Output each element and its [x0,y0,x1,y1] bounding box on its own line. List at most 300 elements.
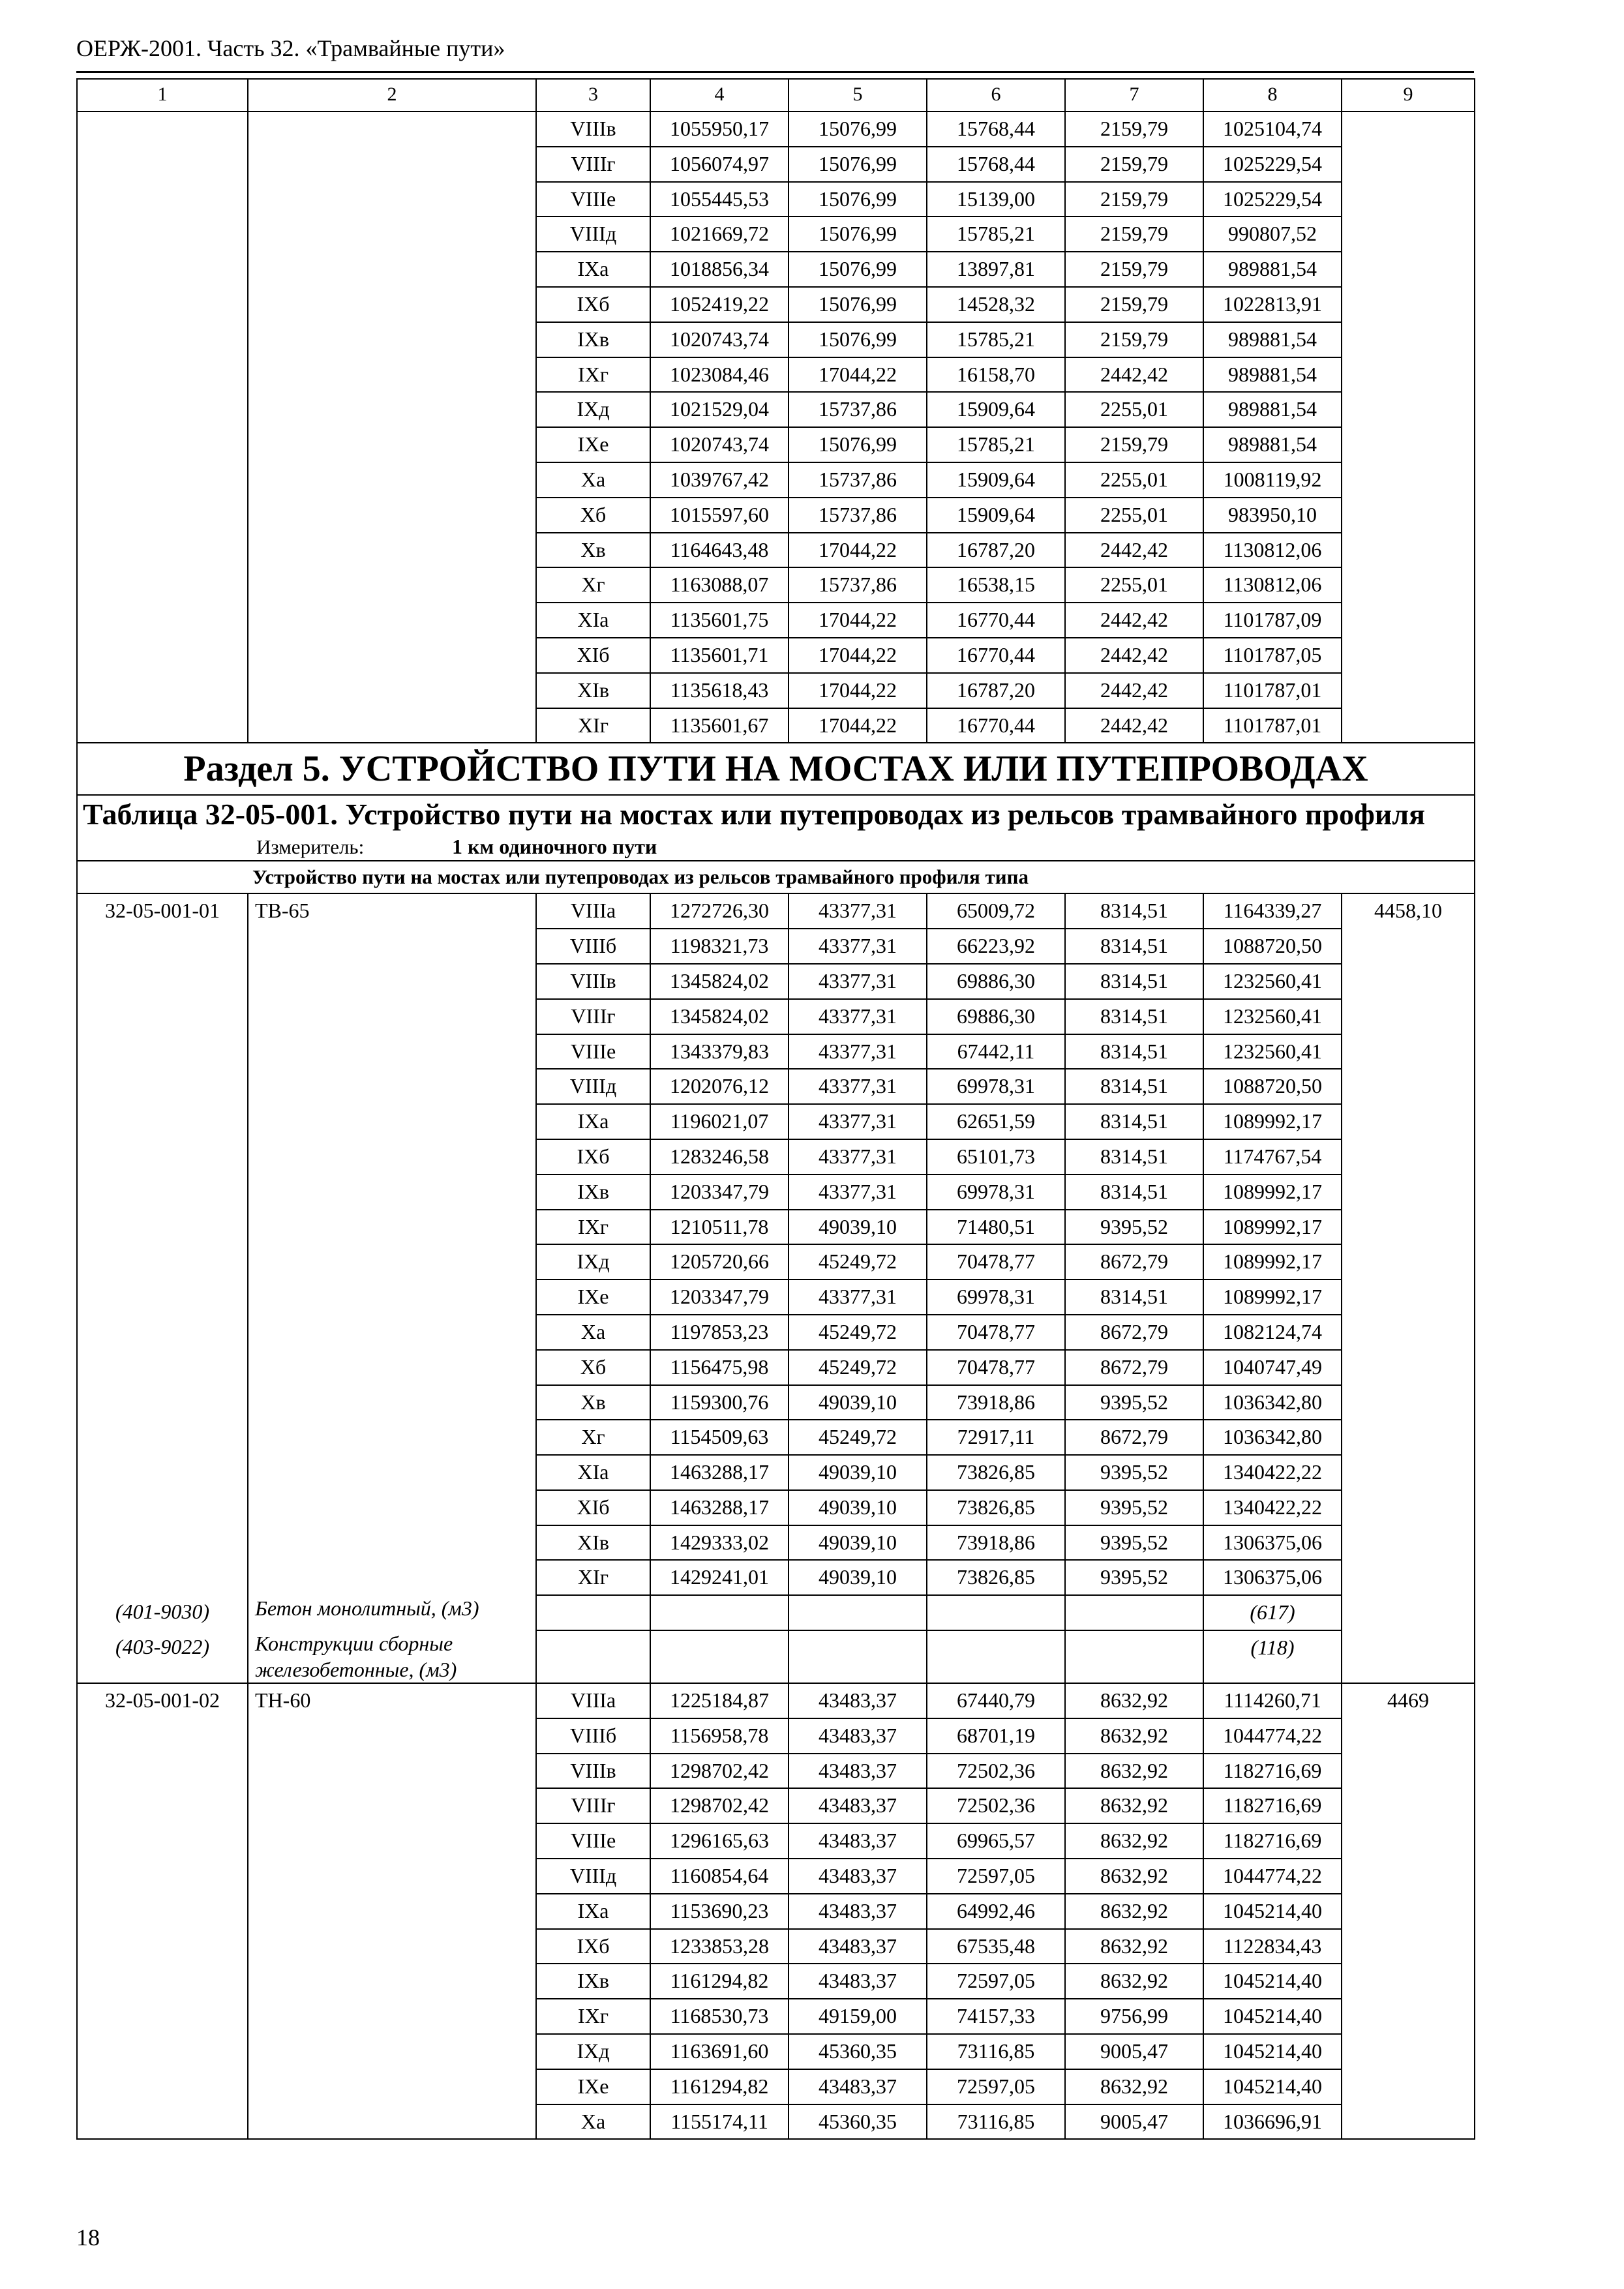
zone-cell: VIIIд [536,1069,650,1104]
value-cell: 49039,10 [789,1490,927,1525]
value-cell: 15076,99 [789,112,927,147]
empty-cell [1342,1718,1475,1754]
table-row [77,2104,1475,2140]
empty-cell [248,929,536,964]
empty-cell [77,1560,248,1595]
value-cell: 1163088,07 [650,567,789,603]
value-cell: 43377,31 [789,1069,927,1104]
empty-cell [77,1104,248,1139]
value-cell: 8632,92 [1065,1929,1203,1964]
material-name: Конструкции сборные железобетонные, (м3) [248,1630,536,1683]
value-cell: 65101,73 [927,1139,1065,1174]
value-cell: 1232560,41 [1203,1034,1342,1070]
value-cell: 1130812,06 [1203,567,1342,603]
zone-cell: VIIIе [536,1034,650,1070]
value-cell: 1210511,78 [650,1210,789,1245]
value-cell: 989881,54 [1203,427,1342,462]
zone-cell: VIIIе [536,182,650,217]
value-cell: 1164339,27 [1203,893,1342,929]
value-cell: 8314,51 [1065,1139,1203,1174]
empty-cell [77,1964,248,1999]
empty-cell [1342,1350,1475,1385]
value-cell: 1205720,66 [650,1244,789,1279]
value-cell: 1296165,63 [650,1823,789,1859]
value-cell: 2442,42 [1065,708,1203,743]
empty-cell [77,708,248,743]
value-cell: 8314,51 [1065,929,1203,964]
value-cell: 43483,37 [789,1929,927,1964]
value-cell: 70478,77 [927,1350,1065,1385]
value-cell: 1039767,42 [650,462,789,498]
value-cell: 43483,37 [789,1683,927,1718]
empty-cell [77,392,248,427]
empty-cell [77,999,248,1034]
zone-cell: VIIIб [536,929,650,964]
value-cell: 16538,15 [927,567,1065,603]
empty-cell [77,533,248,568]
value-cell: 1168530,73 [650,1999,789,2034]
zone-cell: VIIIб [536,1718,650,1754]
table-row [77,999,1475,1034]
empty-cell [77,2034,248,2069]
value-cell: 1020743,74 [650,322,789,357]
value-cell: 1203347,79 [650,1174,789,1210]
table-row [77,533,1475,568]
column-number: 8 [1203,79,1342,112]
empty-cell [248,498,536,533]
empty-cell [248,603,536,638]
empty-cell [248,2104,536,2140]
zone-cell: IXа [536,252,650,287]
empty-cell [77,498,248,533]
empty-cell [1342,2104,1475,2140]
empty-cell [248,147,536,182]
value-cell: 43377,31 [789,999,927,1034]
empty-cell [1065,1595,1203,1630]
value-cell: 43483,37 [789,1788,927,1823]
value-cell: 69978,31 [927,1174,1065,1210]
empty-cell [77,217,248,252]
value-cell: 15139,00 [927,182,1065,217]
page-number: 18 [76,2224,100,2251]
empty-cell [1342,1315,1475,1350]
value-cell: 73116,85 [927,2034,1065,2069]
value-cell: 1022813,91 [1203,287,1342,322]
table-row [77,638,1475,673]
value-cell: 73826,85 [927,1560,1065,1595]
value-cell: 2159,79 [1065,427,1203,462]
zone-cell: XIб [536,638,650,673]
empty-cell [1342,1788,1475,1823]
zone-cell: VIIIг [536,1788,650,1823]
empty-cell [248,287,536,322]
value-cell: 9756,99 [1065,1999,1203,2034]
table-row [77,1279,1475,1315]
empty-cell [789,1630,927,1683]
table-row [77,708,1475,743]
value-cell: 69886,30 [927,964,1065,999]
value-cell: 1154509,63 [650,1420,789,1455]
table-row [77,182,1475,217]
empty-cell [77,1859,248,1894]
value-cell: 1052419,22 [650,287,789,322]
empty-cell [77,1788,248,1823]
empty-cell [77,1210,248,1245]
value-cell: 989881,54 [1203,252,1342,287]
empty-cell [1342,1210,1475,1245]
value-cell: 1155174,11 [650,2104,789,2140]
header-rule [76,71,1474,73]
zone-cell: VIIIа [536,1683,650,1718]
empty-cell [650,1630,789,1683]
value-cell: 70478,77 [927,1315,1065,1350]
column-number: 1 [77,79,248,112]
empty-cell [1342,1279,1475,1315]
value-cell: 1232560,41 [1203,964,1342,999]
value-cell: 1306375,06 [1203,1525,1342,1561]
material-row [77,1630,1475,1683]
value-cell: 15737,86 [789,462,927,498]
empty-cell [248,1788,536,1823]
value-cell: 1156958,78 [650,1718,789,1754]
value-cell: 1345824,02 [650,999,789,1034]
empty-cell [77,1894,248,1929]
empty-cell [248,1210,536,1245]
value-cell: 72597,05 [927,1859,1065,1894]
value-cell: 9395,52 [1065,1385,1203,1420]
value-cell: 43377,31 [789,1174,927,1210]
table-row [77,1315,1475,1350]
value-cell: 17044,22 [789,708,927,743]
empty-cell [248,1455,536,1490]
value-cell: 17044,22 [789,638,927,673]
empty-cell [248,112,536,147]
value-cell: 1272726,30 [650,893,789,929]
zone-cell: XIв [536,1525,650,1561]
empty-cell [1342,322,1475,357]
empty-cell [77,1315,248,1350]
empty-cell [248,1929,536,1964]
empty-cell [248,2034,536,2069]
column-number-row [77,79,1475,112]
empty-cell [248,1490,536,1525]
meter-value: 1 км одиночного пути [452,835,657,859]
zone-cell: IXб [536,287,650,322]
empty-cell [1342,1139,1475,1174]
value-cell: 8672,79 [1065,1244,1203,1279]
value-cell: 72917,11 [927,1420,1065,1455]
value-cell: 1156475,98 [650,1350,789,1385]
zone-cell: IXв [536,322,650,357]
empty-cell [248,2069,536,2104]
empty-cell [248,1315,536,1350]
rates-table [76,78,1475,2140]
value-cell: 45249,72 [789,1244,927,1279]
table-row [77,1385,1475,1420]
material-code: (401-9030) [77,1595,248,1630]
empty-cell [77,1350,248,1385]
empty-cell [248,357,536,393]
empty-cell [77,1069,248,1104]
zone-cell: IXа [536,1894,650,1929]
empty-cell [927,1630,1065,1683]
value-cell: 2442,42 [1065,533,1203,568]
value-cell: 8632,92 [1065,1964,1203,1999]
value-cell: 1340422,22 [1203,1490,1342,1525]
empty-cell [248,1385,536,1420]
value-cell: 1015597,60 [650,498,789,533]
value-cell: 1182716,69 [1203,1788,1342,1823]
value-cell: 8314,51 [1065,1034,1203,1070]
value-cell: 1343379,83 [650,1034,789,1070]
empty-cell [1342,217,1475,252]
empty-cell [248,1139,536,1174]
empty-cell [1342,708,1475,743]
value-cell: 9395,52 [1065,1490,1203,1525]
value-cell: 1036342,80 [1203,1420,1342,1455]
empty-cell [77,1525,248,1561]
value-cell: 65009,72 [927,893,1065,929]
value-cell: 1088720,50 [1203,1069,1342,1104]
empty-cell [248,964,536,999]
value-cell: 2159,79 [1065,217,1203,252]
empty-cell [77,1455,248,1490]
empty-cell [248,182,536,217]
value-cell: 1153690,23 [650,1894,789,1929]
zone-cell: XIб [536,1490,650,1525]
empty-cell [77,603,248,638]
value-cell: 9395,52 [1065,1560,1203,1595]
table-subtitle: Устройство пути на мостах или путепроводах из рельсов трамвайного профиля типа [77,861,1475,893]
empty-cell [1065,1630,1203,1683]
table-row [77,673,1475,708]
value-cell: 43483,37 [789,1964,927,1999]
empty-cell [1342,533,1475,568]
empty-cell [77,112,248,147]
value-cell: 1306375,06 [1203,1560,1342,1595]
empty-cell [1342,929,1475,964]
value-cell: 17044,22 [789,357,927,393]
section-title: Раздел 5. УСТРОЙСТВО ПУТИ НА МОСТАХ ИЛИ ПУТЕПРОВОДАХ [77,743,1475,795]
value-cell: 8314,51 [1065,1104,1203,1139]
value-cell: 72502,36 [927,1788,1065,1823]
value-cell: 49039,10 [789,1525,927,1561]
value-cell: 45360,35 [789,2104,927,2140]
value-cell: 2442,42 [1065,603,1203,638]
empty-cell [77,2069,248,2104]
value-cell: 1088720,50 [1203,929,1342,964]
value-cell: 15076,99 [789,427,927,462]
table-row [77,1210,1475,1245]
empty-cell [1342,357,1475,393]
empty-cell [77,567,248,603]
value-cell: 16770,44 [927,603,1065,638]
table-row [77,1244,1475,1279]
value-cell: 1429333,02 [650,1525,789,1561]
empty-cell [248,673,536,708]
table-row [77,964,1475,999]
value-cell: 45360,35 [789,2034,927,2069]
value-cell: 73826,85 [927,1490,1065,1525]
empty-cell [248,533,536,568]
zone-cell: XIа [536,1455,650,1490]
table-row [77,1490,1475,1525]
item-col9: 4458,10 [1342,893,1475,929]
value-cell: 45249,72 [789,1420,927,1455]
value-cell: 62651,59 [927,1104,1065,1139]
zone-cell: XIв [536,673,650,708]
value-cell: 69965,57 [927,1823,1065,1859]
zone-cell: IXа [536,1104,650,1139]
empty-cell [1342,2069,1475,2104]
value-cell: 16787,20 [927,533,1065,568]
value-cell: 9395,52 [1065,1455,1203,1490]
page-header: ОЕРЖ-2001. Часть 32. «Трамвайные пути» [76,35,505,61]
empty-cell [536,1595,650,1630]
subtitle-row [77,861,1475,893]
zone-cell: VIIIв [536,112,650,147]
value-cell: 1036696,91 [1203,2104,1342,2140]
empty-cell [1342,673,1475,708]
empty-cell [1342,1034,1475,1070]
empty-cell [248,1894,536,1929]
value-cell: 8672,79 [1065,1315,1203,1350]
value-cell: 1036342,80 [1203,1385,1342,1420]
zone-cell: IXг [536,1999,650,2034]
table-row [77,2069,1475,2104]
zone-cell: VIIIг [536,147,650,182]
value-cell: 1101787,09 [1203,603,1342,638]
value-cell: 43377,31 [789,1034,927,1070]
empty-cell [77,1999,248,2034]
value-cell: 15737,86 [789,567,927,603]
table-row [77,427,1475,462]
value-cell: 989881,54 [1203,357,1342,393]
section-row [77,743,1475,795]
table-row [77,603,1475,638]
value-cell: 43377,31 [789,893,927,929]
table-row [77,1350,1475,1385]
column-number: 9 [1342,79,1475,112]
empty-cell [77,182,248,217]
empty-cell [248,1244,536,1279]
value-cell: 1089992,17 [1203,1279,1342,1315]
zone-cell: IXг [536,357,650,393]
value-cell: 17044,22 [789,603,927,638]
empty-cell [77,1490,248,1525]
empty-cell [248,217,536,252]
material-code: (403-9022) [77,1630,248,1683]
zone-cell: Xг [536,1420,650,1455]
value-cell: 67440,79 [927,1683,1065,1718]
table-row [77,1754,1475,1789]
value-cell: 43483,37 [789,1894,927,1929]
table-row [77,1859,1475,1894]
value-cell: 8632,92 [1065,1859,1203,1894]
value-cell: 1020743,74 [650,427,789,462]
empty-cell [77,1139,248,1174]
value-cell: 1340422,22 [1203,1455,1342,1490]
value-cell: 49039,10 [789,1560,927,1595]
value-cell: 2442,42 [1065,673,1203,708]
table-row [77,929,1475,964]
zone-cell: IXб [536,1139,650,1174]
zone-cell: VIIIв [536,964,650,999]
empty-cell [1342,287,1475,322]
table-row [77,1929,1475,1964]
table-row [77,392,1475,427]
value-cell: 1056074,97 [650,147,789,182]
value-cell: 989881,54 [1203,322,1342,357]
value-cell: 1023084,46 [650,357,789,393]
empty-cell [248,322,536,357]
value-cell: 68701,19 [927,1718,1065,1754]
value-cell: 1203347,79 [650,1279,789,1315]
value-cell: 17044,22 [789,673,927,708]
table-row [77,1139,1475,1174]
empty-cell [77,1823,248,1859]
value-cell: 1114260,71 [1203,1683,1342,1718]
value-cell: 1021529,04 [650,392,789,427]
zone-cell: Xб [536,498,650,533]
value-cell: 1008119,92 [1203,462,1342,498]
value-cell: 43483,37 [789,1718,927,1754]
zone-cell: VIIIв [536,1754,650,1789]
table-row [77,462,1475,498]
table-row [77,252,1475,287]
meter-row [77,833,1475,861]
value-cell: 15768,44 [927,112,1065,147]
value-cell: 49159,00 [789,1999,927,2034]
table-row [77,1525,1475,1561]
value-cell: 1163691,60 [650,2034,789,2069]
value-cell: 8672,79 [1065,1350,1203,1385]
value-cell: 17044,22 [789,533,927,568]
zone-cell: XIг [536,708,650,743]
value-cell: 2159,79 [1065,287,1203,322]
value-cell: 43483,37 [789,1823,927,1859]
value-cell: 1025229,54 [1203,182,1342,217]
table-row [77,1034,1475,1070]
value-cell: 8632,92 [1065,2069,1203,2104]
empty-cell [248,708,536,743]
value-cell: 15076,99 [789,147,927,182]
value-cell: 1164643,48 [650,533,789,568]
value-cell: 49039,10 [789,1385,927,1420]
value-cell: 9395,52 [1065,1525,1203,1561]
value-cell: 16158,70 [927,357,1065,393]
value-cell: 15076,99 [789,217,927,252]
value-cell: 8314,51 [1065,964,1203,999]
value-cell: 72597,05 [927,2069,1065,2104]
empty-cell [77,1754,248,1789]
material-name: Бетон монолитный, (м3) [248,1595,536,1630]
empty-cell [1342,182,1475,217]
value-cell: 1040747,49 [1203,1350,1342,1385]
value-cell: 15076,99 [789,182,927,217]
zone-cell: IXг [536,1210,650,1245]
value-cell: 49039,10 [789,1455,927,1490]
empty-cell [1342,1104,1475,1139]
value-cell: 1045214,40 [1203,2034,1342,2069]
value-cell: 43483,37 [789,2069,927,2104]
value-cell: 1089992,17 [1203,1210,1342,1245]
value-cell: 15909,64 [927,498,1065,533]
zone-cell: IXд [536,2034,650,2069]
material-qty: (617) [1203,1595,1342,1630]
value-cell: 72502,36 [927,1754,1065,1789]
zone-cell: XIа [536,603,650,638]
